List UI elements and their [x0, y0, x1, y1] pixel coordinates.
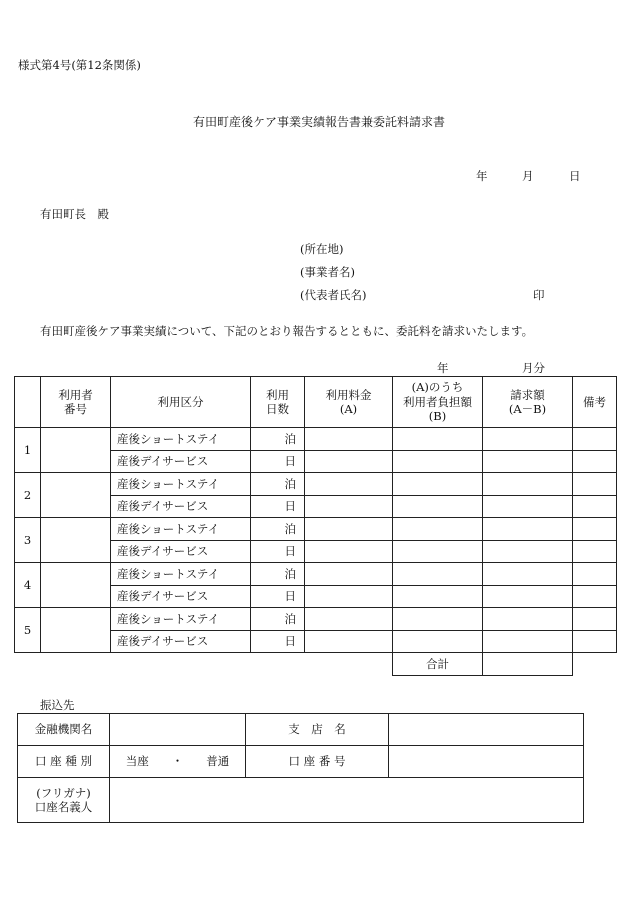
- business-name-label: (事業者名): [300, 265, 355, 279]
- days-unit: 日: [251, 540, 305, 563]
- usage-category: 産後ショートステイ: [111, 428, 251, 451]
- usage-category: 産後デイサービス: [111, 450, 251, 473]
- row-number: 3: [15, 518, 41, 563]
- fee-field[interactable]: [305, 630, 393, 653]
- days-unit: 泊: [251, 563, 305, 586]
- account-number-label: 口 座 番 号: [246, 746, 389, 778]
- header-claim: 請求額 (A－B): [483, 377, 573, 428]
- bank-section-label: 振込先: [40, 698, 75, 712]
- burden-field[interactable]: [393, 608, 483, 631]
- days-unit: 泊: [251, 473, 305, 496]
- burden-field[interactable]: [393, 450, 483, 473]
- fee-field[interactable]: [305, 540, 393, 563]
- account-type-label: 口 座 種 別: [18, 746, 110, 778]
- institution-label: 金融機関名: [18, 714, 110, 746]
- days-unit: 泊: [251, 428, 305, 451]
- row-number: 1: [15, 428, 41, 473]
- days-unit: 泊: [251, 608, 305, 631]
- usage-category: 産後デイサービス: [111, 630, 251, 653]
- user-number-field[interactable]: [41, 428, 111, 473]
- remarks-field[interactable]: [573, 630, 617, 653]
- usage-category: 産後デイサービス: [111, 495, 251, 518]
- burden-field[interactable]: [393, 630, 483, 653]
- seal-mark: 印: [533, 288, 545, 302]
- remarks-field[interactable]: [573, 473, 617, 496]
- address-label: (所在地): [300, 242, 344, 256]
- days-unit: 日: [251, 495, 305, 518]
- days-unit: 日: [251, 450, 305, 473]
- user-number-field[interactable]: [41, 518, 111, 563]
- fee-field[interactable]: [305, 428, 393, 451]
- fee-field[interactable]: [305, 608, 393, 631]
- branch-field[interactable]: [389, 714, 584, 746]
- claim-field[interactable]: [483, 563, 573, 586]
- holder-field[interactable]: [110, 778, 584, 823]
- remarks-field[interactable]: [573, 450, 617, 473]
- fee-field[interactable]: [305, 473, 393, 496]
- claim-field[interactable]: [483, 540, 573, 563]
- claim-field[interactable]: [483, 630, 573, 653]
- remarks-field[interactable]: [573, 428, 617, 451]
- claim-field[interactable]: [483, 450, 573, 473]
- remarks-field[interactable]: [573, 608, 617, 631]
- remarks-field[interactable]: [573, 585, 617, 608]
- burden-field[interactable]: [393, 518, 483, 541]
- user-number-field[interactable]: [41, 608, 111, 653]
- fee-field[interactable]: [305, 518, 393, 541]
- remarks-field[interactable]: [573, 495, 617, 518]
- claim-field[interactable]: [483, 608, 573, 631]
- claim-field[interactable]: [483, 518, 573, 541]
- date-day: 日: [569, 169, 581, 183]
- fee-field[interactable]: [305, 495, 393, 518]
- usage-table: [14, 376, 617, 676]
- branch-label: 支 店 名: [246, 714, 389, 746]
- document-title: 有田町産後ケア事業実績報告書兼委託料請求書: [193, 115, 446, 129]
- remarks-field[interactable]: [573, 540, 617, 563]
- total-spacer-end: [573, 653, 617, 676]
- header-days: 利用 日数: [251, 377, 305, 428]
- form-number: 様式第4号(第12条関係): [18, 58, 141, 72]
- burden-field[interactable]: [393, 563, 483, 586]
- bank-table: [17, 713, 584, 823]
- fee-field[interactable]: [305, 563, 393, 586]
- usage-category: 産後ショートステイ: [111, 608, 251, 631]
- usage-category: 産後デイサービス: [111, 540, 251, 563]
- intro-text: 有田町産後ケア事業実績について、下記のとおり報告するとともに、委託料を請求いたします。: [40, 324, 534, 338]
- date-year: 年: [476, 169, 488, 183]
- account-type-options[interactable]: 当座 ・ 普通: [110, 746, 246, 778]
- remarks-field[interactable]: [573, 518, 617, 541]
- total-label: 合計: [393, 653, 483, 676]
- claim-field[interactable]: [483, 495, 573, 518]
- claim-field[interactable]: [483, 473, 573, 496]
- usage-category: 産後ショートステイ: [111, 473, 251, 496]
- days-unit: 日: [251, 630, 305, 653]
- burden-field[interactable]: [393, 428, 483, 451]
- addressee: 有田町長 殿: [40, 207, 109, 221]
- row-number: 4: [15, 563, 41, 608]
- header-user-no: 利用者 番号: [41, 377, 111, 428]
- institution-field[interactable]: [110, 714, 246, 746]
- holder-label: (フリガナ) 口座名義人: [18, 778, 110, 823]
- header-burden: (A)のうち 利用者負担額 (B): [393, 377, 483, 428]
- row-number: 2: [15, 473, 41, 518]
- usage-category: 産後ショートステイ: [111, 518, 251, 541]
- burden-field[interactable]: [393, 540, 483, 563]
- header-remarks: 備考: [573, 377, 617, 428]
- date-month: 月: [522, 169, 534, 183]
- usage-category: 産後デイサービス: [111, 585, 251, 608]
- representative-label: (代表者氏名): [300, 288, 367, 302]
- claim-field[interactable]: [483, 585, 573, 608]
- account-number-field[interactable]: [389, 746, 584, 778]
- user-number-field[interactable]: [41, 563, 111, 608]
- days-unit: 泊: [251, 518, 305, 541]
- period-month: 月分: [522, 361, 545, 375]
- header-blank: [15, 377, 41, 428]
- total-field[interactable]: [483, 653, 573, 676]
- header-category: 利用区分: [111, 377, 251, 428]
- header-fee: 利用料金 (A): [305, 377, 393, 428]
- remarks-field[interactable]: [573, 563, 617, 586]
- period-year: 年: [437, 361, 449, 375]
- days-unit: 日: [251, 585, 305, 608]
- burden-field[interactable]: [393, 473, 483, 496]
- total-spacer: [15, 653, 393, 676]
- usage-category: 産後ショートステイ: [111, 563, 251, 586]
- fee-field[interactable]: [305, 450, 393, 473]
- row-number: 5: [15, 608, 41, 653]
- burden-field[interactable]: [393, 585, 483, 608]
- user-number-field[interactable]: [41, 473, 111, 518]
- claim-field[interactable]: [483, 428, 573, 451]
- fee-field[interactable]: [305, 585, 393, 608]
- burden-field[interactable]: [393, 495, 483, 518]
